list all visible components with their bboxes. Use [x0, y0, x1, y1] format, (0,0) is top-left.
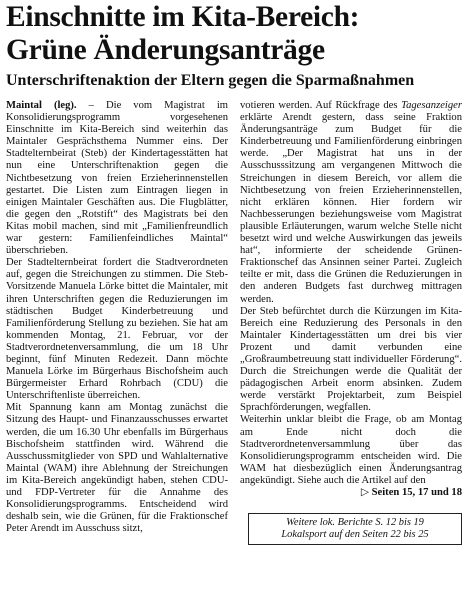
text-column-left	[6, 100, 228, 545]
article-body	[6, 100, 462, 545]
headline-line-1: Einschnitte im Kita-Bereich:	[6, 1, 360, 33]
paragraph-intro	[6, 100, 228, 257]
paragraph-befuerchtungen: Der Steb befürchtet durch die Kürzungen im Kita-Bereich eine Reduzierung des Personals in den Maintaler Kindertagesstätten um drei bis vier Prozent und damit verbunden eine „Großraumbetreuung statt individueller Förderung“. Durch die Streichungen werde die Qualität der pädagogischen Arbeit enorm absinken. Zudem werde verstärkt Projektarbeit, zum Beispiel Sprachförderungen, wegfallen.	[240, 305, 462, 414]
further-reports-line-2: Lokalsport auf den Seiten 22 bis 25	[281, 529, 429, 541]
paragraph-ausschuss: Mit Spannung kann am Montag zunächst die Sitzung des Haupt- und Finanzausschusses erwartet werden, die um 16.30 Uhr ebenfalls im Bürgerhaus Bischofsheim stattfinden wird. Während die Ausschussmitglieder von SPD und Wahlalternative Maintal (WAM) ihre Ablehnung der Streichungen im Kita-Bereich angekündigt haben, stehen CDU- und FDP-Vertreter für die Annahme des Konsolidierungsprogramms. Entscheidend wird deshalb sein, wie die Grünen, für die Fraktionschef Peter Arendt im Ausschuss sitzt,	[6, 402, 228, 535]
article-subheadline: Unterschriftenaktion der Eltern gegen die Sparmaßnahmen	[6, 72, 415, 89]
paragraph-steb: Der Stadtelternbeirat fordert die Stadtverordneten auf, gegen die Streichungen zu stimmen. Die Steb-Vorsitzende Manuela Lörke bittet die Maintaler, mit ihren Unterschriften gegen die Reduzierungen im städtischen Budget Kinderbetreuung und Familienförderung Stellung zu beziehen. Sie hat am kommenden Montag, 21. Februar, vor der Stadtverordnetenversammlung, die um 18 Uhr beginnt, fünf Minuten Redezeit. Dann möchte Manuela Lörke im Bürgerhaus Bischofsheim auch Bürgermeister Erhard Rohrbach (CDU) die Unterschriftenliste überreichen.	[6, 257, 228, 402]
dateline: Maintal (leg).	[6, 100, 77, 111]
further-reports-box	[248, 513, 462, 545]
paragraph-arendt	[240, 100, 462, 306]
paragraph-arendt-text-b: erklärte Arendt gestern, dass seine Fraktion Änderungsanträge zum Budget für die Kinderbetreuung und Familienförderung einbringen werde. „Der Magistrat hat uns in der Ausschusssitzung am vergangenen Mittwoch die Streichungen in diesem Bereich, vor allem die Nichtbesetzung von freien Erzieherinnenstellen, nicht erklären können. Hier fordern wir Nachbesserungen beziehungsweise vom Magistrat plausible Erläuterungen, warum welche Stelle nicht besetzt wird und welche Auswirkungen das jeweils hat“, informierte der scheidende Grünen-Fraktionschef das Ansinnen seiner Partei. Zugleich teilte er mit, dass die Grünen die Reduzierungen in den anderen Budgets fast durchweg mittragen werden.	[240, 112, 462, 305]
article-headline	[6, 0, 462, 67]
further-reports-line-1: Weitere lok. Berichte S. 12 bis 19	[286, 517, 424, 529]
text-column-right	[240, 100, 462, 545]
paragraph-arendt-text-a: votieren werden. Auf Rückfrage des	[240, 100, 402, 111]
paragraph-intro-text: – Die vom Magistrat im Konsolidierungsprogramm vorgesehenen Einschnitte im Kita-Bereich sind weiterhin das Maintaler Gesprächsthema Nummer eins. Der Stadtelternbeirat (Steb) der Kindertagesstätten hat nun eine Unterschriftenaktion gegen die Nichtbesetzung von freien Erzieherinnenstellen gestartet. Die Listen zum Eintragen liegen in einigen Maintaler Geschäften aus. Die Flugblätter, die gegen den „Rotstift“ des Magistrats bei den Kitas mobil machen, sind mit „Familienfreundlich war gestern: Familienfeindliches Maintal“ überschrieben.	[6, 100, 228, 257]
headline-line-2: Grüne Änderungsanträge	[6, 34, 325, 66]
page-reference-line	[240, 487, 462, 499]
page-reference: ▷ Seiten 15, 17 und 18	[360, 487, 462, 498]
source-newspaper-name: Tagesanzeiger	[401, 100, 462, 111]
paragraph-wam: Weiterhin unklar bleibt die Frage, ob am Montag am Ende nicht doch die Stadtverordnetenversammlung über das Konsolidierungsprogramm entscheiden wird. Die WAM hat diesbezüglich einen Änderungsantrag angekündigt. Siehe auch die Artikel auf den	[240, 414, 462, 486]
